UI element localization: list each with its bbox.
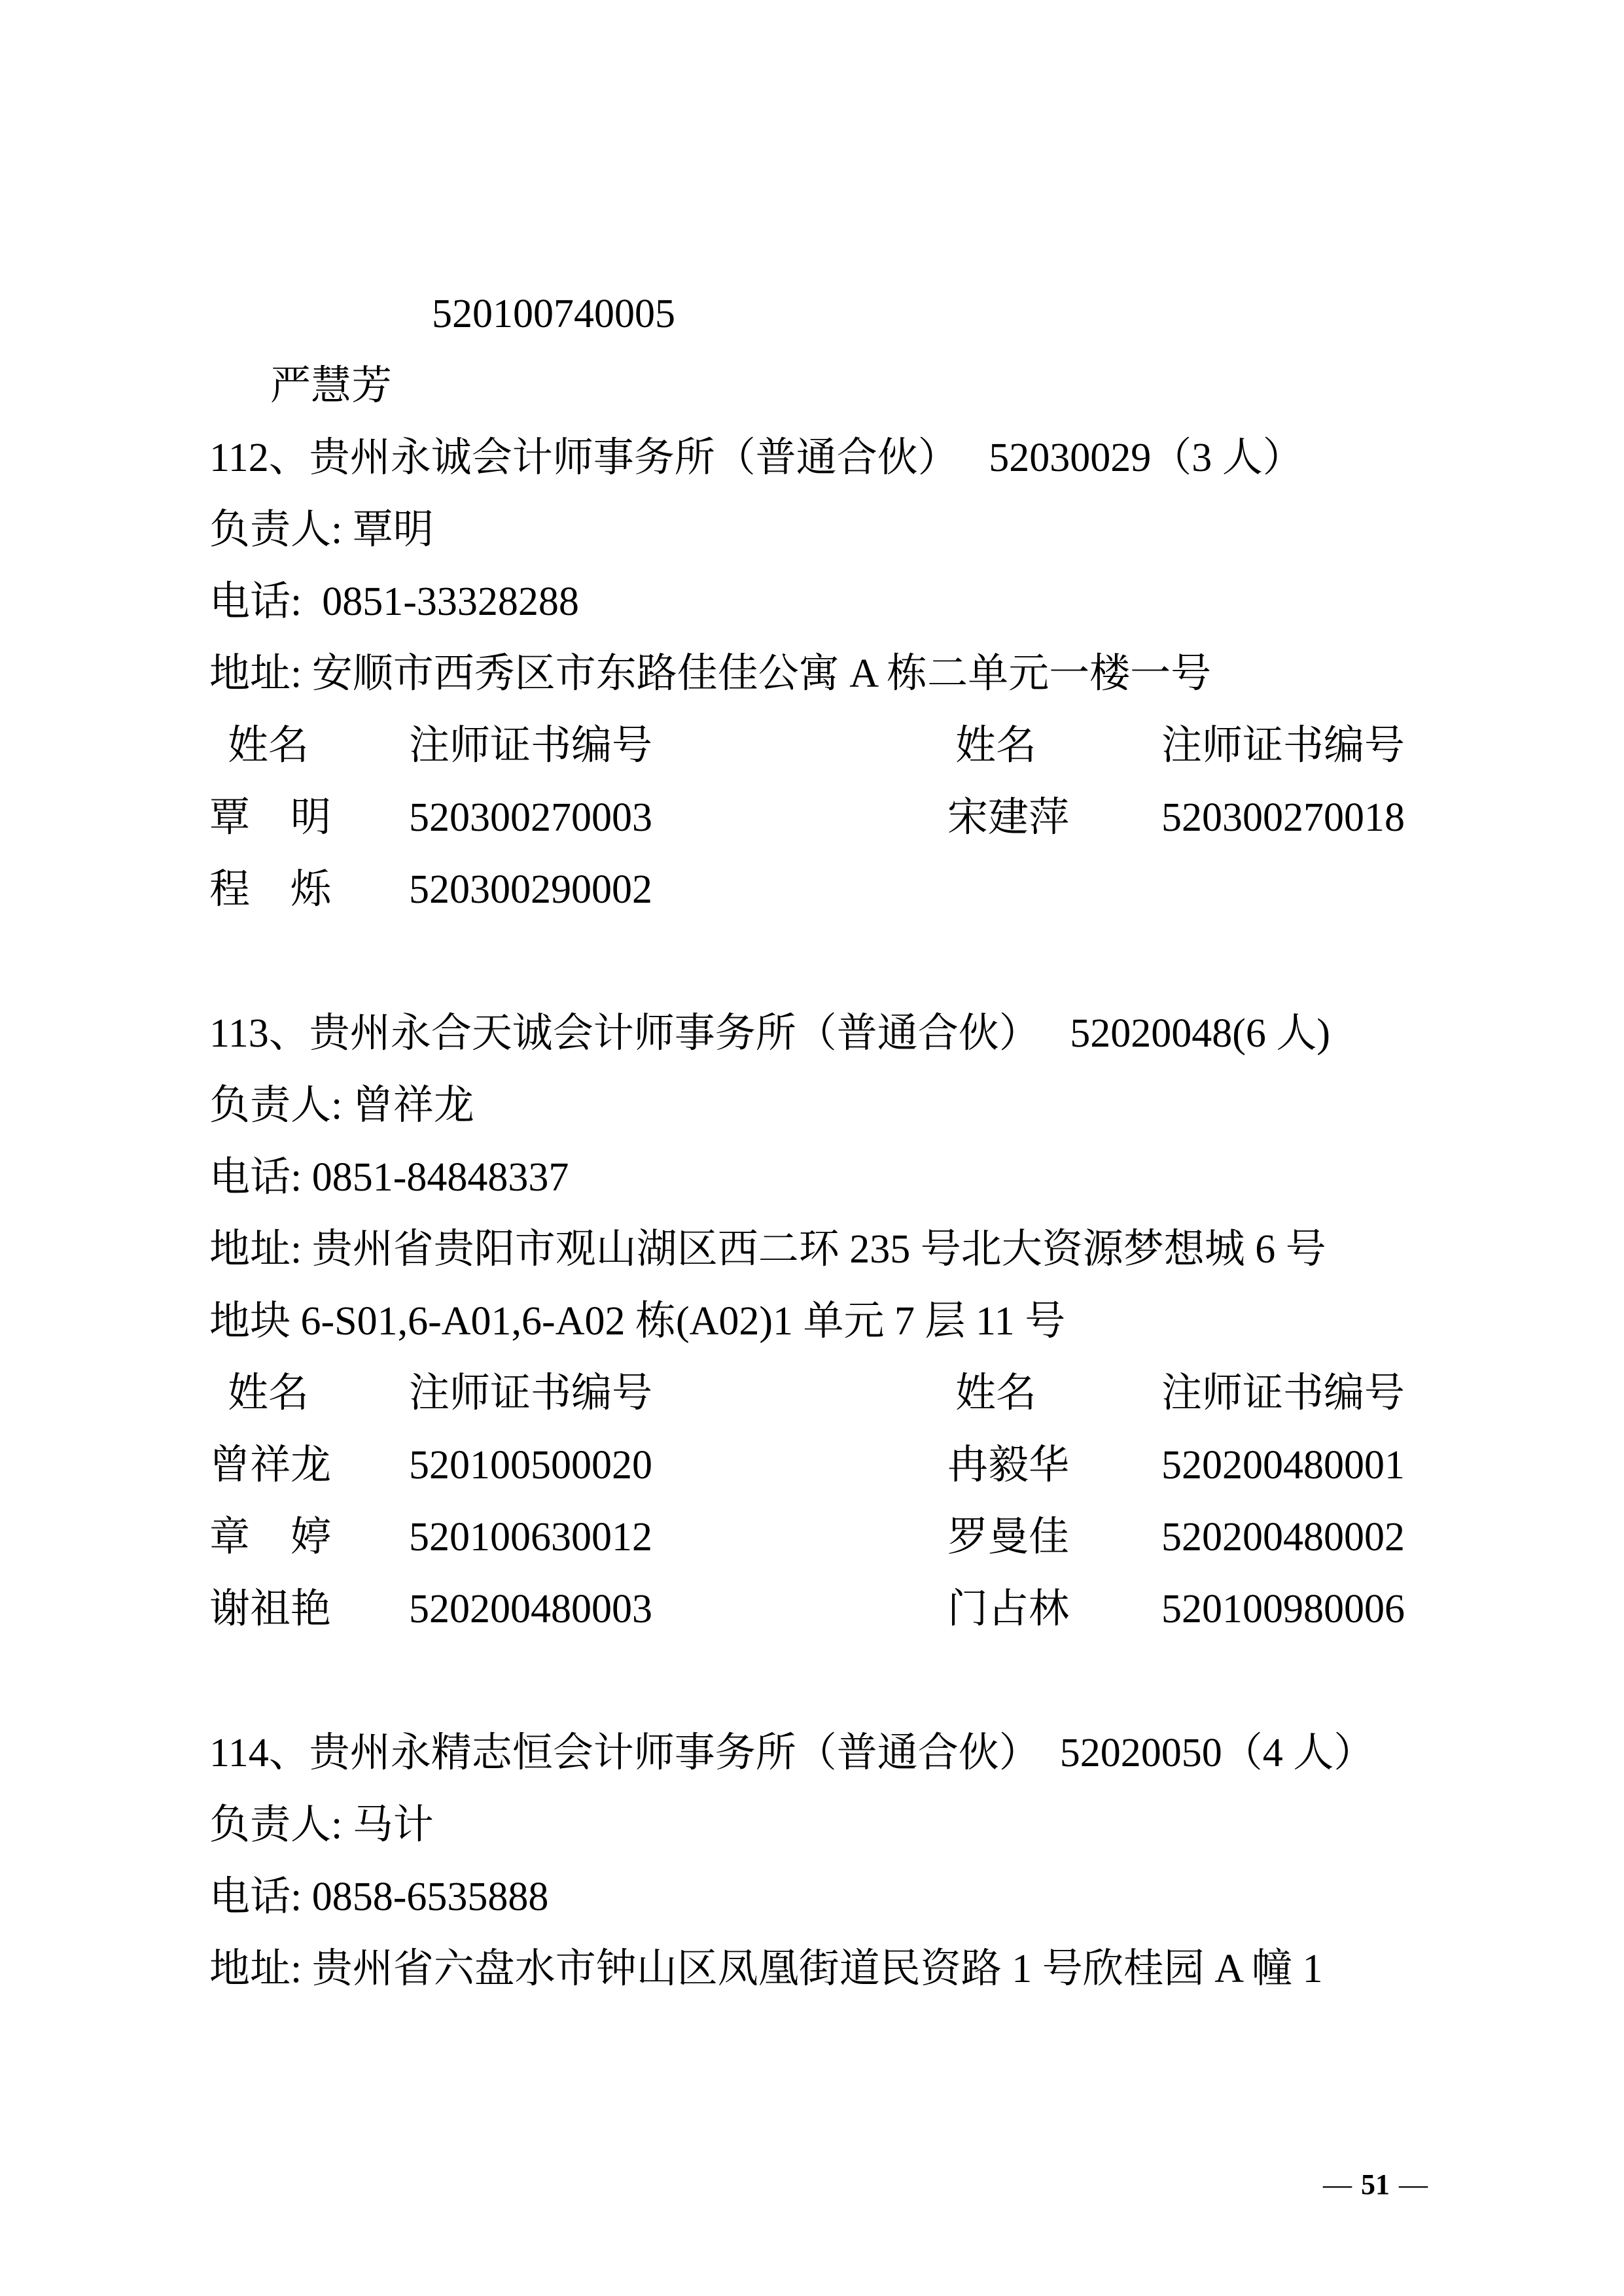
phone-line: 电话: 0858-6535888 [209, 1875, 549, 1919]
person-name: 严慧芳 [270, 364, 393, 408]
table-row [209, 1429, 1420, 1501]
column-header-number: 注师证书编号 [409, 1371, 653, 1416]
certificate-number: 520100740005 [432, 292, 675, 336]
address-line: 地址: 贵州省贵阳市观山湖区西二环 235 号北大资源梦想城 6 号 [209, 1227, 1326, 1272]
person-name: 章 婷 [209, 1515, 332, 1559]
certificate-number: 520200480003 [409, 1587, 652, 1631]
leader-line: 负责人: 马计 [209, 1803, 434, 1847]
table-header [209, 710, 1420, 782]
leader-line: 负责人: 覃明 [209, 508, 434, 552]
firm-heading-112: 112、贵州永诚会计师事务所（普通合伙） 52030029（3 人） [209, 436, 1303, 480]
column-header-name: 姓名 [955, 723, 1037, 768]
firm-heading-113: 113、贵州永合天诚会计师事务所（普通合伙） 52020048(6 人) [209, 1011, 1330, 1056]
table-header [209, 1357, 1420, 1429]
table-row [209, 1573, 1420, 1645]
blank-line [209, 1645, 1420, 1717]
person-name: 曾祥龙 [209, 1443, 332, 1487]
document-content [209, 278, 1420, 2005]
phone-line: 电话: 0851-33328288 [209, 580, 579, 624]
certificate-number: 520300270003 [409, 795, 652, 840]
column-header-name: 姓名 [228, 1371, 309, 1416]
footer-page-number: 51 [1361, 2168, 1390, 2200]
person-name: 冉毅华 [947, 1443, 1070, 1487]
certificate-number: 520300290002 [409, 867, 652, 912]
person-name: 罗曼佳 [947, 1515, 1070, 1559]
blank-line [209, 926, 1420, 998]
person-name [947, 854, 1161, 926]
table-row [209, 278, 1420, 408]
certificate-number: 520300270018 [1161, 795, 1405, 840]
certificate-number [1161, 854, 1420, 926]
firm-heading-114: 114、贵州永精志恒会计师事务所（普通合伙） 52020050（4 人） [209, 1731, 1375, 1775]
certificate-number: 520100630012 [409, 1515, 652, 1559]
column-header-number: 注师证书编号 [409, 723, 653, 768]
person-name: 覃 明 [209, 795, 332, 840]
certificate-number: 520100980006 [1161, 1587, 1405, 1631]
column-header-name: 姓名 [955, 1371, 1037, 1416]
person-name: 宋建萍 [947, 795, 1070, 840]
column-header-number: 注师证书编号 [1161, 1371, 1405, 1416]
address-line: 地址: 贵州省六盘水市钟山区凤凰街道民资路 1 号欣桂园 A 幢 1 [209, 1947, 1323, 1991]
phone-line: 电话: 0851-84848337 [209, 1155, 569, 1200]
table-row [209, 1501, 1420, 1573]
footer-dash-left: — [1323, 2168, 1352, 2200]
person-name: 谢祖艳 [209, 1587, 332, 1631]
certificate-number: 520200480002 [1161, 1515, 1405, 1559]
certificate-number: 520100500020 [409, 1443, 652, 1487]
column-header-name: 姓名 [228, 723, 309, 768]
address-line: 地址: 安顺市西秀区市东路佳佳公寓 A 栋二单元一楼一号 [209, 652, 1212, 696]
table-row [209, 782, 1420, 854]
column-header-number: 注师证书编号 [1161, 723, 1405, 768]
table-row [209, 854, 1420, 926]
person-name: 门占林 [947, 1587, 1070, 1631]
certificate-number: 520200480001 [1161, 1443, 1405, 1487]
leader-line: 负责人: 曾祥龙 [209, 1083, 474, 1128]
address-line: 地块 6-S01,6-A01,6-A02 栋(A02)1 单元 7 层 11 号 [209, 1299, 1066, 1344]
person-name: 程 烁 [209, 867, 332, 912]
footer-dash-right: — [1399, 2168, 1428, 2200]
page-number [1294, 2130, 1428, 2240]
